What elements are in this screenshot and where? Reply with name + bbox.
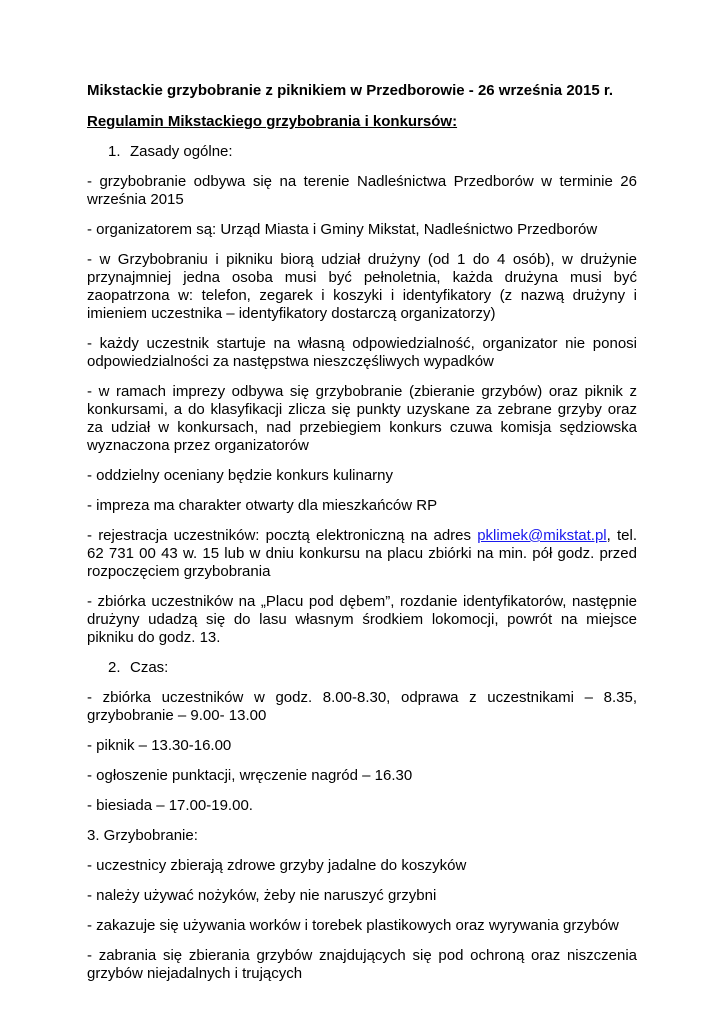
- section-number: 2.: [108, 659, 121, 676]
- section-heading-time: [87, 659, 637, 677]
- section-heading-general: [87, 143, 637, 161]
- mushroom-rule-item: - zabrania się zbierania grzybów znajdujących się pod ochroną oraz niszczenia grzybów niejadalnych i trujących: [87, 947, 637, 982]
- document-title: Mikstackie grzybobranie z piknikiem w Przedborowie - 26 września 2015 r.: [87, 82, 614, 99]
- section-label: Zasady ogólne:: [130, 143, 233, 160]
- section-number: 1.: [108, 143, 121, 160]
- schedule-item: - biesiada – 17.00-19.00.: [87, 797, 253, 814]
- rule-item: - zbiórka uczestników na „Placu pod dębem”, rozdanie identyfikatorów, następnie drużyny udadzą się do lasu własnym środkiem lokomocji, powrót na miejsce pikniku do godz. 13.: [87, 593, 637, 646]
- schedule-item: - zbiórka uczestników w godz. 8.00-8.30, odprawa z uczestnikami – 8.35, grzybobranie – 9.00- 13.00: [87, 689, 637, 724]
- registration-text: - rejestracja uczestników: pocztą elektroniczną na adres: [87, 527, 478, 544]
- schedule-item: - ogłoszenie punktacji, wręczenie nagród – 16.30: [87, 767, 413, 784]
- email-link[interactable]: pklimek@mikstat.pl: [477, 527, 607, 544]
- section-heading-mushrooms: 3. Grzybobranie:: [87, 827, 198, 844]
- mushroom-rule-item: - uczestnicy zbierają zdrowe grzyby jadalne do koszyków: [87, 857, 467, 874]
- section-label: Czas:: [130, 659, 169, 676]
- document-subtitle: Regulamin Mikstackiego grzybobrania i konkursów:: [87, 113, 458, 130]
- mushroom-rule-item: - należy używać nożyków, żeby nie naruszyć grzybni: [87, 887, 437, 904]
- rule-item: - impreza ma charakter otwarty dla mieszkańców RP: [87, 497, 438, 514]
- document-page: [87, 82, 637, 995]
- rule-item: - w Grzybobraniu i pikniku biorą udział drużyny (od 1 do 4 osób), w drużynie przynajmniej jedna osoba musi być pełnoletnia, każda drużyna musi być zaopatrzona w: telefon, zegarek i koszyki i identyfikatory (z nazwą drużyny i imieniem uczestnika – identyfikatory dostarczą organizatorzy): [87, 251, 637, 322]
- mushroom-rule-item: - zakazuje się używania worków i torebek plastikowych oraz wyrywania grzybów: [87, 917, 619, 934]
- rule-item: - oddzielny oceniany będzie konkurs kulinarny: [87, 467, 394, 484]
- rule-item: - grzybobranie odbywa się na terenie Nadleśnictwa Przedborów w terminie 26 września 2015: [87, 173, 637, 208]
- registration-text-contd: , tel. 62 731 00 43 w. 15 lub w dniu konkursu na placu zbiórki na min. pół godz. przed rozpoczęciem grzybobrania: [87, 527, 637, 580]
- schedule-item: - piknik – 13.30-16.00: [87, 737, 232, 754]
- rule-item: - organizatorem są: Urząd Miasta i Gminy Mikstat, Nadleśnictwo Przedborów: [87, 221, 598, 238]
- registration-item: [87, 527, 637, 581]
- rule-item: - w ramach imprezy odbywa się grzybobranie (zbieranie grzybów) oraz piknik z konkursami, a do klasyfikacji zlicza się punkty uzyskane za zebrane grzyby oraz za udział w konkursach, nad przebiegiem konkurs czuwa komisja sędziowska wyznaczona przez organizatorów: [87, 383, 637, 454]
- rule-item: - każdy uczestnik startuje na własną odpowiedzialność, organizator nie ponosi odpowiedzialności za następstwa nieszczęśliwych wypadków: [87, 335, 637, 370]
